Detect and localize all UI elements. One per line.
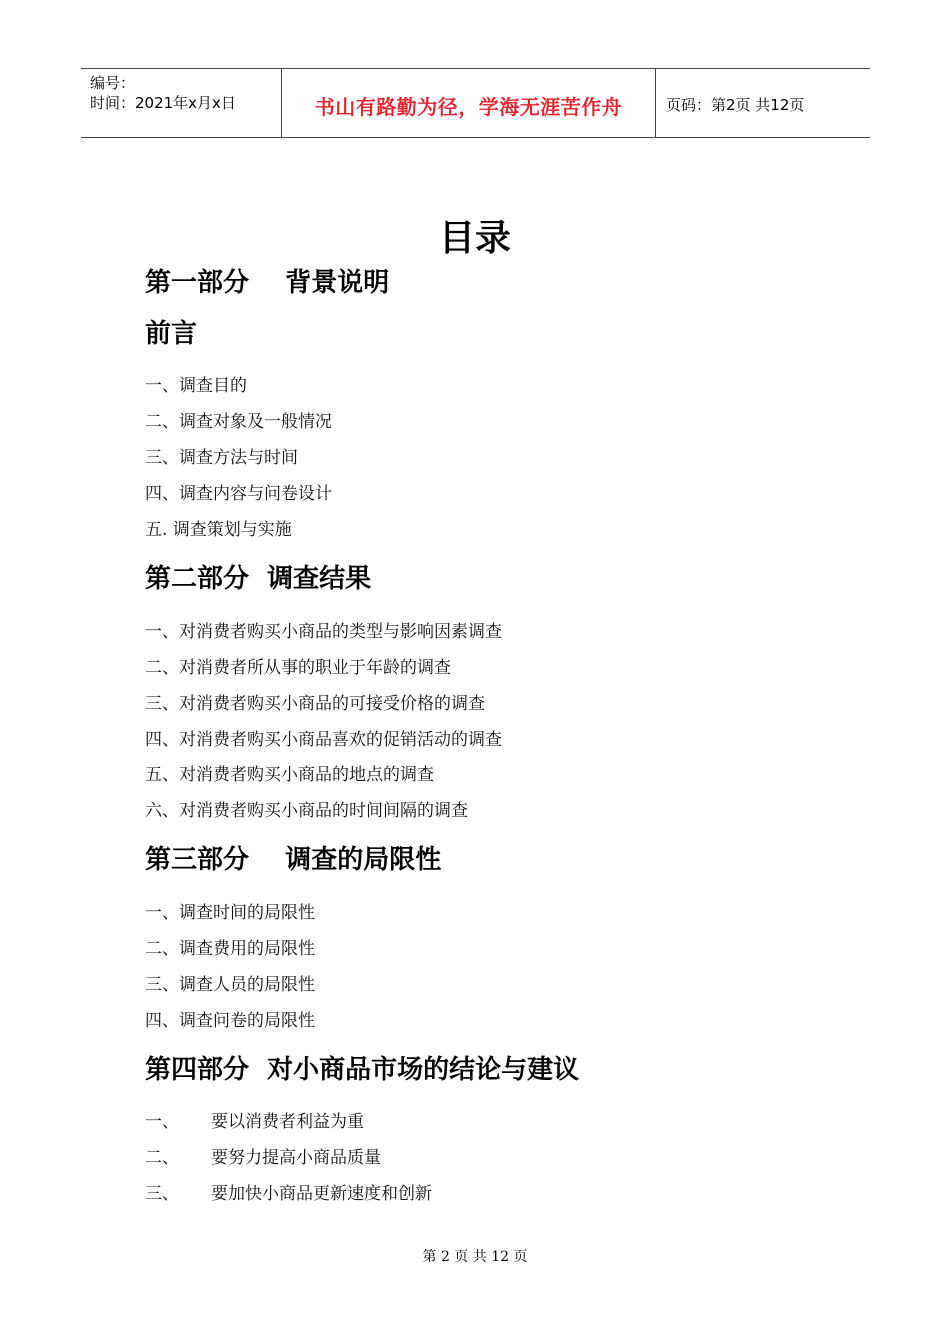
section-heading-2: 第二部分 调查结果 xyxy=(145,564,372,594)
toc-item: 六、对消费者购买小商品的时间间隔的调查 xyxy=(145,801,468,821)
toc-item xyxy=(145,1146,381,1170)
time-label: 时间：2021年x月x日 xyxy=(90,94,236,112)
toc-item: 二、调查对象及一般情况 xyxy=(145,412,332,432)
page-footer: 第 2 页 共 12 页 xyxy=(422,1249,528,1265)
toc-item-text: 要加快小商品更新速度和创新 xyxy=(211,1184,432,1204)
toc-item-number: 二、 xyxy=(145,1148,179,1168)
header-motto-cell xyxy=(282,69,656,137)
toc-item: 五、对消费者购买小商品的地点的调查 xyxy=(145,765,434,785)
toc-item: 三、对消费者购买小商品的可接受价格的调查 xyxy=(145,694,485,714)
toc-item: 五. 调查策划与实施 xyxy=(145,520,292,540)
section-heading-3: 第三部分 调查的局限性 xyxy=(145,845,442,875)
toc-item: 二、对消费者所从事的职业于年龄的调查 xyxy=(145,658,451,678)
motto-text: 书山有路勤为径，学海无涯苦作舟 xyxy=(314,94,623,119)
header-page-cell xyxy=(656,69,870,137)
toc-title: 目录 xyxy=(438,218,511,259)
toc-item-text: 要努力提高小商品质量 xyxy=(211,1148,381,1168)
toc-item: 四、调查内容与问卷设计 xyxy=(145,484,332,504)
toc-item xyxy=(145,1110,364,1134)
toc-item: 四、对消费者购买小商品喜欢的促销活动的调查 xyxy=(145,730,502,750)
page-info: 页码：第2页 共12页 xyxy=(666,95,805,114)
toc-item: 四、调查问卷的局限性 xyxy=(145,1011,315,1031)
toc-item: 三、调查方法与时间 xyxy=(145,448,298,468)
section-subheading-preface: 前言 xyxy=(145,319,198,349)
header-meta-cell xyxy=(81,69,282,137)
toc-item: 一、调查目的 xyxy=(145,376,247,396)
toc-item-text: 要以消费者利益为重 xyxy=(211,1112,364,1132)
serial-label: 编号： xyxy=(90,74,136,92)
section-heading-1: 第一部分 背景说明 xyxy=(145,268,390,298)
section-heading-4: 第四部分 对小商品市场的结论与建议 xyxy=(145,1055,580,1085)
toc-item-number: 三、 xyxy=(145,1184,179,1204)
toc-item xyxy=(145,1182,432,1206)
toc-item: 三、调查人员的局限性 xyxy=(145,975,315,995)
page-header xyxy=(81,68,870,138)
toc-item: 一、调查时间的局限性 xyxy=(145,903,315,923)
toc-item: 二、调查费用的局限性 xyxy=(145,939,315,959)
toc-item-number: 一、 xyxy=(145,1112,179,1132)
toc-item: 一、对消费者购买小商品的类型与影响因素调查 xyxy=(145,622,502,642)
